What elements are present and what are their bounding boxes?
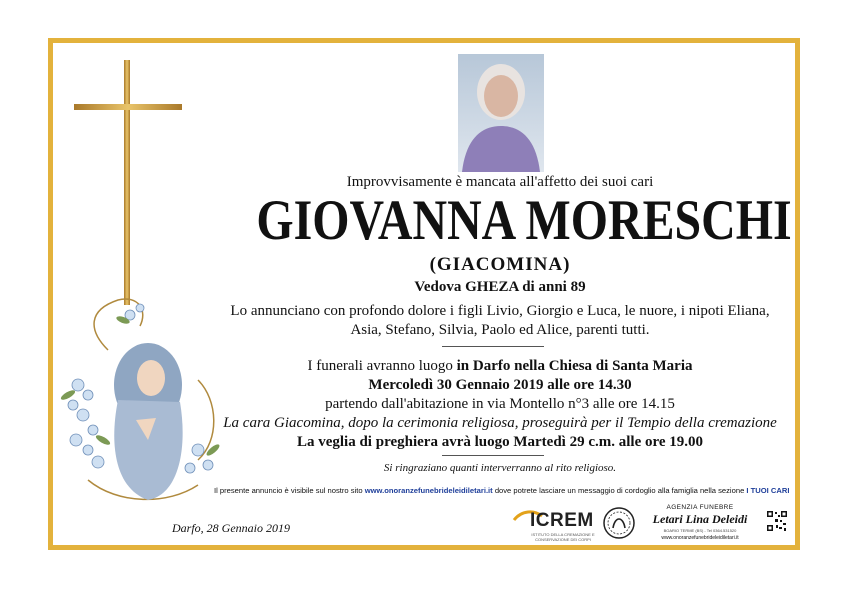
notice-date: Darfo, 28 Gennaio 2019 [172, 521, 290, 535]
divider-top [442, 346, 544, 347]
website-notice [214, 486, 790, 495]
deceased-nickname: (GIACOMINA) [429, 254, 571, 275]
agency-title: AGENZIA FUNEBRE [666, 504, 734, 511]
funeral-line-1 [210, 357, 790, 376]
madonna-illustration [48, 290, 228, 520]
qr-code-icon[interactable] [766, 510, 788, 532]
cremation-line: La cara Giacomina, dopo la cerimonia religiosa, proseguirà per il Tempio della cremazione [223, 415, 777, 431]
funeral-line-1-intro: I funerali avranno luogo [307, 358, 457, 374]
funeral-details [210, 357, 790, 452]
icrem-subtitle: ISTITUTO DELLA CREMAZIONE E CONSERVAZIONE DEI CORPI [531, 532, 595, 542]
intro-text: Improvvisamente è mancata all'affetto dei suoi cari [346, 174, 654, 190]
funeral-date: Mercoledì 30 Gennaio 2019 alle ore 14.30 [368, 377, 632, 393]
funeral-departure: partendo dall'abitazione in via Montello n°3 alle ore 14.15 [325, 396, 675, 412]
icrem-logo: ICREM [530, 510, 594, 531]
agency-seal-icon [602, 506, 636, 540]
section-link[interactable]: I TUOI CARI [746, 486, 790, 495]
widow-age-line: Vedova GHEZA di anni 89 [414, 279, 586, 295]
deceased-photo [458, 54, 544, 172]
agency-logo [640, 504, 760, 541]
vigil-line: La veglia di preghiera avrà luogo Martedì 29 c.m. alle ore 19.00 [296, 434, 704, 450]
deceased-name: GIOVANNA MORESCHI [256, 189, 792, 252]
notice-intro: Il presente annuncio è visibile sul nostro sito [214, 486, 365, 495]
funeral-location: in Darfo nella Chiesa di Santa Maria [456, 358, 693, 374]
agency-name: Letari Lina Deleidi [652, 512, 748, 526]
thanks-text: Si ringraziano quanti interverranno al rito religioso. [383, 462, 617, 474]
notice-middle: dove potrete lasciare un messaggio di cordoglio alla famiglia nella sezione [492, 486, 747, 495]
agency-website[interactable]: www.onoranzefunebrideleidiletari.it [661, 535, 739, 541]
cross-icon [72, 58, 184, 308]
website-link[interactable]: www.onoranzefunebrideleidiletari.it [364, 486, 493, 495]
divider-bottom [442, 455, 544, 456]
agency-address: BOARIO TERME (BS) - Tel 0364.531520 [663, 528, 737, 533]
announcement-text: Lo annunciano con profondo dolore i figli Livio, Giorgio e Luca, le nuore, i nipoti Eliana, Asia, Stefano, Silvia, Paolo ed Alice, parenti tutti. [230, 303, 770, 338]
